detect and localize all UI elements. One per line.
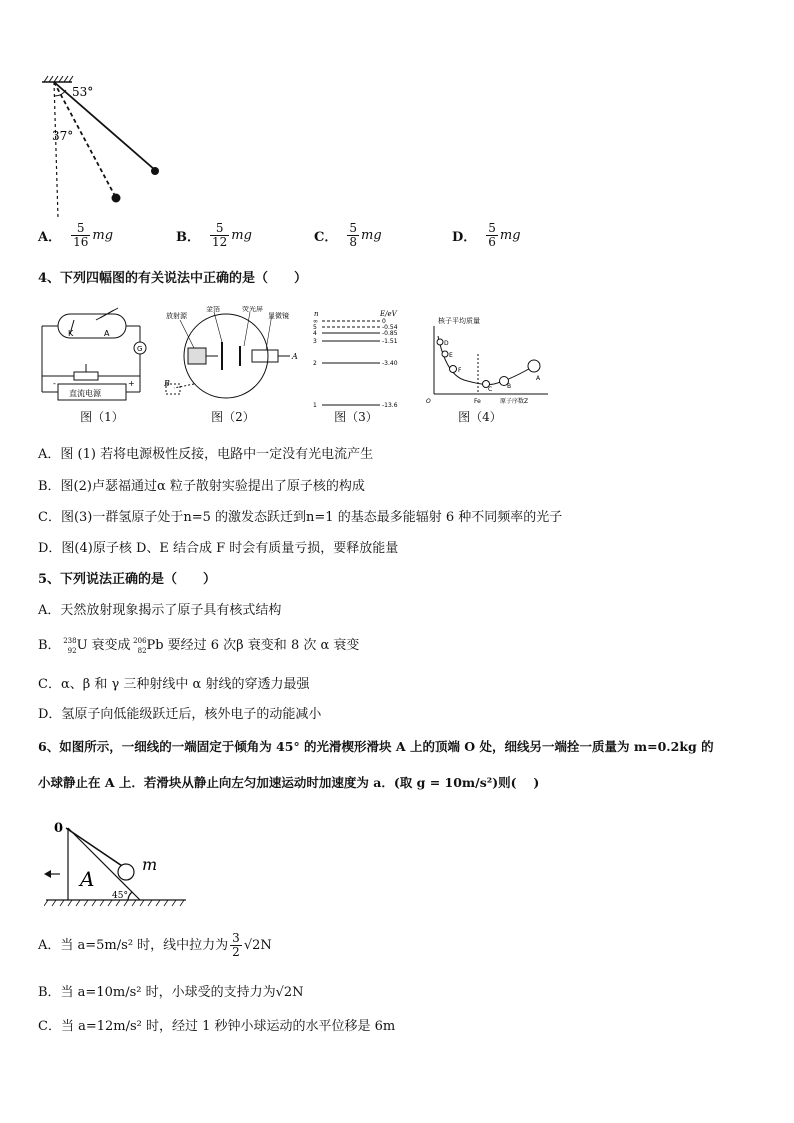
svg-text:∞: ∞ xyxy=(313,318,318,325)
fig3-caption: 图（3） xyxy=(334,410,378,424)
uranium-isotope: 238 92 xyxy=(63,637,77,655)
svg-text:2: 2 xyxy=(313,360,317,367)
svg-text:n: n xyxy=(314,310,319,318)
svg-text:金箔: 金箔 xyxy=(206,306,220,313)
svg-text:原子序数Z: 原子序数Z xyxy=(500,398,529,405)
svg-text:D: D xyxy=(444,340,449,347)
svg-text:45°: 45° xyxy=(112,891,128,901)
q6-option-b[interactable]: B．当 a=10m/s² 时，小球受的支持力为√2N xyxy=(38,985,304,1000)
svg-text:E: E xyxy=(449,352,453,359)
svg-text:B: B xyxy=(164,379,170,388)
fig2-caption: 图（2） xyxy=(211,410,255,424)
svg-text:-0.54: -0.54 xyxy=(382,324,398,331)
svg-text:-3.40: -3.40 xyxy=(382,360,398,367)
q5-option-b[interactable]: B． 238 92 U 衰变成 206 82 Pb 要经过 6 次β 衰变和 8 次 α 衰变 xyxy=(38,637,360,655)
lead-isotope: 206 82 xyxy=(133,637,147,655)
svg-text:3: 3 xyxy=(313,338,317,345)
q6-option-c[interactable]: C．当 a=12m/s² 时，经过 1 秒钟小球运动的水平位移是 6m xyxy=(38,1019,396,1034)
svg-text:A: A xyxy=(536,375,541,382)
q3-option-c[interactable]: C． $\frac{5}{8}$ mg xyxy=(314,221,382,249)
q3-option-a[interactable]: A． $\frac{5}{16}$ mg xyxy=(38,221,114,249)
svg-text:K: K xyxy=(68,329,74,338)
wedge-figure xyxy=(44,814,190,918)
svg-text:G: G xyxy=(137,345,143,353)
svg-text:-13.6: -13.6 xyxy=(382,402,398,409)
angle-53-label: 53° xyxy=(72,85,94,99)
q4-option-c[interactable]: C．图(3)一群氢原子处于n=5 的激发态跃迁到n=1 的基态最多能辐射 6 种不同频率的光子 xyxy=(38,510,563,525)
svg-text:5: 5 xyxy=(313,324,317,331)
angle-37-label: 37° xyxy=(52,129,74,143)
svg-text:4: 4 xyxy=(313,330,317,337)
q5-option-a[interactable]: A．天然放射现象揭示了原子具有核式结构 xyxy=(38,603,282,618)
svg-text:0: 0 xyxy=(54,821,64,836)
fig2-rutherford-scattering xyxy=(164,306,304,402)
svg-text:C: C xyxy=(488,386,493,393)
svg-text:核子平均质量: 核子平均质量 xyxy=(438,317,480,325)
svg-text:1: 1 xyxy=(313,402,317,409)
fig4-binding-curve xyxy=(424,314,554,408)
q4-option-a[interactable]: A．图 (1) 若将电源极性反接，电路中一定没有光电流产生 xyxy=(38,447,374,462)
svg-text:放射源: 放射源 xyxy=(166,312,187,320)
pendulum-figure xyxy=(30,72,190,222)
fig1-photoelectric-circuit xyxy=(38,306,160,402)
svg-text:-: - xyxy=(53,379,56,388)
svg-text:A: A xyxy=(292,352,298,361)
svg-text:F: F xyxy=(458,367,462,374)
svg-text:O: O xyxy=(426,398,431,405)
svg-text:荧光屏: 荧光屏 xyxy=(242,306,263,313)
q6-stem-line1: 6、如图所示，一细线的一端固定于倾角为 45° 的光滑楔形滑块 A 上的顶端 O 处，细线另一端拴一质量为 m=0.2kg 的 xyxy=(38,739,714,754)
q5-option-c[interactable]: C．α、β 和 γ 三种射线中 α 射线的穿透力最强 xyxy=(38,677,310,692)
q3-option-b[interactable]: B． $\frac{5}{12}$ mg xyxy=(176,221,252,249)
svg-text:-0.85: -0.85 xyxy=(382,330,398,337)
fig3-energy-levels xyxy=(308,306,418,410)
fig1-caption: 图（1） xyxy=(80,410,124,424)
svg-text:Fe: Fe xyxy=(474,398,481,405)
svg-text:A: A xyxy=(104,329,110,338)
q4-option-d[interactable]: D．图(4)原子核 D、E 结合成 F 时会有质量亏损，要释放能量 xyxy=(38,541,399,556)
svg-text:E/eV: E/eV xyxy=(380,310,397,318)
svg-text:-1.51: -1.51 xyxy=(382,338,398,345)
q5-stem: 5、下列说法正确的是（ ） xyxy=(38,572,217,587)
q6-stem-line2: 小球静止在 A 上．若滑块从静止向左匀加速运动时加速度为 a．(取 g = 10m/s²)则( ) xyxy=(38,775,540,790)
q4-stem: 4、下列四幅图的有关说法中正确的是（ ） xyxy=(38,271,308,286)
q3-option-d[interactable]: D． $\frac{5}{6}$ mg xyxy=(452,221,521,249)
svg-text:+: + xyxy=(128,379,135,388)
svg-text:显微镜: 显微镜 xyxy=(268,312,289,320)
svg-text:直流电源: 直流电源 xyxy=(69,389,101,398)
svg-text:m: m xyxy=(142,855,158,874)
q5-option-d[interactable]: D．氢原子向低能级跃迁后，核外电子的动能减小 xyxy=(38,707,322,722)
svg-text:0: 0 xyxy=(382,318,386,325)
q6-option-a[interactable]: A．当 a=5m/s² 时，线中拉力为 $\frac{3}{2}$ √2 N xyxy=(38,931,272,959)
svg-text:B: B xyxy=(507,383,512,390)
fig4-caption: 图（4） xyxy=(458,410,502,424)
q4-option-b[interactable]: B．图(2)卢瑟福通过α 粒子散射实验提出了原子核的构成 xyxy=(38,479,365,494)
svg-text:A: A xyxy=(80,867,95,891)
